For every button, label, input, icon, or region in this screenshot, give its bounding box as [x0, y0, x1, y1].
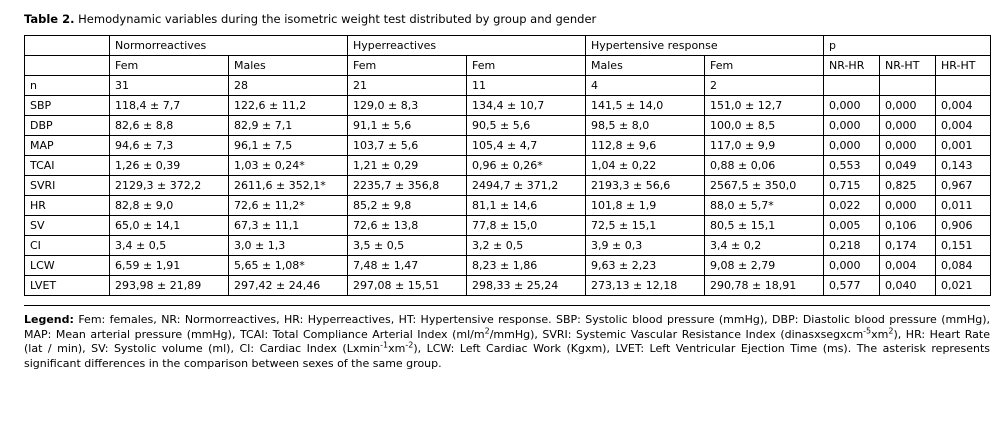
- table-row: [25, 156, 991, 176]
- cell: 2567,5 ± 350,0: [705, 176, 824, 196]
- n-value-8: [936, 76, 991, 96]
- table-row: [25, 116, 991, 136]
- cell: 151,0 ± 12,7: [705, 96, 824, 116]
- row-label-sv: SV: [25, 216, 110, 236]
- sub-header-p-nr-hr: NR-HR: [824, 56, 880, 76]
- cell: 2494,7 ± 371,2: [467, 176, 586, 196]
- row-label-n: n: [25, 76, 110, 96]
- cell: 72,6 ± 13,8: [348, 216, 467, 236]
- cell: 0,040: [880, 276, 936, 296]
- cell: 8,23 ± 1,86: [467, 256, 586, 276]
- n-value-6: [824, 76, 880, 96]
- cell: 82,8 ± 9,0: [110, 196, 229, 216]
- table-row: [25, 176, 991, 196]
- cell: 0,174: [880, 236, 936, 256]
- cell: 118,4 ± 7,7: [110, 96, 229, 116]
- cell: 297,08 ± 15,51: [348, 276, 467, 296]
- cell: 298,33 ± 25,24: [467, 276, 586, 296]
- legend-part1: Fem: females, NR: Normorreactives, HR: Hyperreactives, HT: Hypertensive response. SBP: Systolic blood pressure (mmHg), DBP: Diastolic blood pressure (mmHg), MAP: Mean arterial pressure (mmHg), TCAI: Total Compliance Arterial Index (ml/m: [24, 313, 990, 341]
- cell: 1,04 ± 0,22: [586, 156, 705, 176]
- row-label-ci: CI: [25, 236, 110, 256]
- sub-header-ht-males: Males: [586, 56, 705, 76]
- cell: 0,021: [936, 276, 991, 296]
- cell: 0,553: [824, 156, 880, 176]
- legend-sup1: 2: [484, 325, 490, 335]
- group-header-p: p: [824, 36, 991, 56]
- cell: 122,6 ± 11,2: [229, 96, 348, 116]
- table-row: [25, 76, 991, 96]
- legend-part5: xm: [388, 342, 406, 355]
- group-header-blank: [25, 36, 110, 56]
- cell: 98,5 ± 8,0: [586, 116, 705, 136]
- cell: 273,13 ± 12,18: [586, 276, 705, 296]
- cell: 80,5 ± 15,1: [705, 216, 824, 236]
- sub-header-hr-fem: Fem: [348, 56, 467, 76]
- cell: 81,1 ± 14,6: [467, 196, 586, 216]
- cell: 0,022: [824, 196, 880, 216]
- cell: 0,151: [936, 236, 991, 256]
- legend-sup5: -2: [405, 340, 414, 350]
- table-sub-header-row: [25, 56, 991, 76]
- cell: 0,049: [880, 156, 936, 176]
- n-value-2: 21: [348, 76, 467, 96]
- table-caption: [24, 12, 981, 27]
- legend-sup3: 2: [888, 325, 894, 335]
- legend-sup2: -5: [863, 325, 872, 335]
- sub-header-p-hr-ht: HR-HT: [936, 56, 991, 76]
- cell: 77,8 ± 15,0: [467, 216, 586, 236]
- cell: 290,78 ± 18,91: [705, 276, 824, 296]
- table-caption-text: Hemodynamic variables during the isometric weight test distributed by group and gender: [74, 12, 597, 26]
- n-value-4: 4: [586, 76, 705, 96]
- cell: 0,004: [936, 116, 991, 136]
- row-label-hr: HR: [25, 196, 110, 216]
- row-label-tcai: TCAI: [25, 156, 110, 176]
- row-label-dbp: DBP: [25, 116, 110, 136]
- cell: 0,000: [824, 116, 880, 136]
- table-row: [25, 136, 991, 156]
- cell: 0,218: [824, 236, 880, 256]
- sub-header-nr-fem: Fem: [110, 56, 229, 76]
- cell: 2235,7 ± 356,8: [348, 176, 467, 196]
- cell: 65,0 ± 14,1: [110, 216, 229, 236]
- cell: 3,4 ± 0,2: [705, 236, 824, 256]
- cell: 2611,6 ± 352,1*: [229, 176, 348, 196]
- cell: 0,000: [880, 96, 936, 116]
- cell: 0,967: [936, 176, 991, 196]
- cell: 0,88 ± 0,06: [705, 156, 824, 176]
- sub-header-blank: [25, 56, 110, 76]
- cell: 82,9 ± 7,1: [229, 116, 348, 136]
- legend-part6: ), LCW: Left Cardiac Work (Kgxm), LVET: Left Ventricular Ejection Time (ms). The asterisk represents significant differences in the comparison between sexes of the same group.: [24, 342, 990, 370]
- table-group-header-row: [25, 36, 991, 56]
- cell: 0,906: [936, 216, 991, 236]
- cell: 3,0 ± 1,3: [229, 236, 348, 256]
- cell: 88,0 ± 5,7*: [705, 196, 824, 216]
- n-value-7: [880, 76, 936, 96]
- cell: 3,5 ± 0,5: [348, 236, 467, 256]
- table-row: [25, 96, 991, 116]
- cell: 0,000: [824, 96, 880, 116]
- sub-header-ht-fem: Fem: [705, 56, 824, 76]
- legend-part4: ), HR: Heart Rate (lat / min), SV: Systolic volume (ml), CI: Cardiac Index (Lxmin: [24, 327, 990, 355]
- table-row: [25, 216, 991, 236]
- cell: 0,000: [824, 136, 880, 156]
- cell: 0,084: [936, 256, 991, 276]
- cell: 3,9 ± 0,3: [586, 236, 705, 256]
- cell: 0,143: [936, 156, 991, 176]
- cell: 103,7 ± 5,6: [348, 136, 467, 156]
- cell: 117,0 ± 9,9: [705, 136, 824, 156]
- cell: 129,0 ± 8,3: [348, 96, 467, 116]
- cell: 1,03 ± 0,24*: [229, 156, 348, 176]
- row-label-svri: SVRI: [25, 176, 110, 196]
- cell: 96,1 ± 7,5: [229, 136, 348, 156]
- legend-label: Legend:: [24, 313, 74, 326]
- cell: 6,59 ± 1,91: [110, 256, 229, 276]
- table-row: [25, 236, 991, 256]
- group-header-hyperreactives: Hyperreactives: [348, 36, 586, 56]
- cell: 0,577: [824, 276, 880, 296]
- cell: 7,48 ± 1,47: [348, 256, 467, 276]
- cell: 134,4 ± 10,7: [467, 96, 586, 116]
- cell: 0,004: [880, 256, 936, 276]
- cell: 2129,3 ± 372,2: [110, 176, 229, 196]
- cell: 0,000: [880, 136, 936, 156]
- row-label-lcw: LCW: [25, 256, 110, 276]
- cell: 0,106: [880, 216, 936, 236]
- cell: 94,6 ± 7,3: [110, 136, 229, 156]
- table-caption-label: Table 2.: [24, 12, 75, 26]
- cell: 2193,3 ± 56,6: [586, 176, 705, 196]
- legend-part3: xm: [871, 327, 889, 341]
- cell: 0,011: [936, 196, 991, 216]
- group-header-normorreactives: Normorreactives: [110, 36, 348, 56]
- cell: 297,42 ± 24,46: [229, 276, 348, 296]
- legend-part2: /mmHg), SVRI: Systemic Vascular Resistance Index (dinasxsegxcm: [489, 327, 864, 341]
- row-label-lvet: LVET: [25, 276, 110, 296]
- cell: 105,4 ± 4,7: [467, 136, 586, 156]
- table-row: [25, 196, 991, 216]
- cell: 141,5 ± 14,0: [586, 96, 705, 116]
- cell: 0,825: [880, 176, 936, 196]
- cell: 72,6 ± 11,2*: [229, 196, 348, 216]
- hemodynamic-table: [24, 35, 991, 296]
- row-label-sbp: SBP: [25, 96, 110, 116]
- cell: 67,3 ± 11,1: [229, 216, 348, 236]
- cell: 0,715: [824, 176, 880, 196]
- legend-sup4: -1: [380, 340, 389, 350]
- cell: 112,8 ± 9,6: [586, 136, 705, 156]
- cell: 1,21 ± 0,29: [348, 156, 467, 176]
- cell: 5,65 ± 1,08*: [229, 256, 348, 276]
- cell: 0,000: [880, 116, 936, 136]
- cell: 0,004: [936, 96, 991, 116]
- table-row: [25, 276, 991, 296]
- cell: 101,8 ± 1,9: [586, 196, 705, 216]
- cell: 1,26 ± 0,39: [110, 156, 229, 176]
- sub-header-p-nr-ht: NR-HT: [880, 56, 936, 76]
- sub-header-nr-males: Males: [229, 56, 348, 76]
- n-value-5: 2: [705, 76, 824, 96]
- cell: 0,96 ± 0,26*: [467, 156, 586, 176]
- cell: 3,2 ± 0,5: [467, 236, 586, 256]
- sub-header-hr-fem2: Fem: [467, 56, 586, 76]
- cell: 3,4 ± 0,5: [110, 236, 229, 256]
- cell: 9,08 ± 2,79: [705, 256, 824, 276]
- n-value-3: 11: [467, 76, 586, 96]
- n-value-1: 28: [229, 76, 348, 96]
- cell: 82,6 ± 8,8: [110, 116, 229, 136]
- row-label-map: MAP: [25, 136, 110, 156]
- cell: 90,5 ± 5,6: [467, 116, 586, 136]
- cell: 9,63 ± 2,23: [586, 256, 705, 276]
- cell: 0,000: [824, 256, 880, 276]
- cell: 72,5 ± 15,1: [586, 216, 705, 236]
- cell: 91,1 ± 5,6: [348, 116, 467, 136]
- group-header-hypertensive-response: Hypertensive response: [586, 36, 824, 56]
- table-row: [25, 256, 991, 276]
- cell: 0,000: [880, 196, 936, 216]
- cell: 0,005: [824, 216, 880, 236]
- n-value-0: 31: [110, 76, 229, 96]
- cell: 85,2 ± 9,8: [348, 196, 467, 216]
- cell: 100,0 ± 8,5: [705, 116, 824, 136]
- cell: 293,98 ± 21,89: [110, 276, 229, 296]
- cell: 0,001: [936, 136, 991, 156]
- table-legend: [24, 305, 990, 371]
